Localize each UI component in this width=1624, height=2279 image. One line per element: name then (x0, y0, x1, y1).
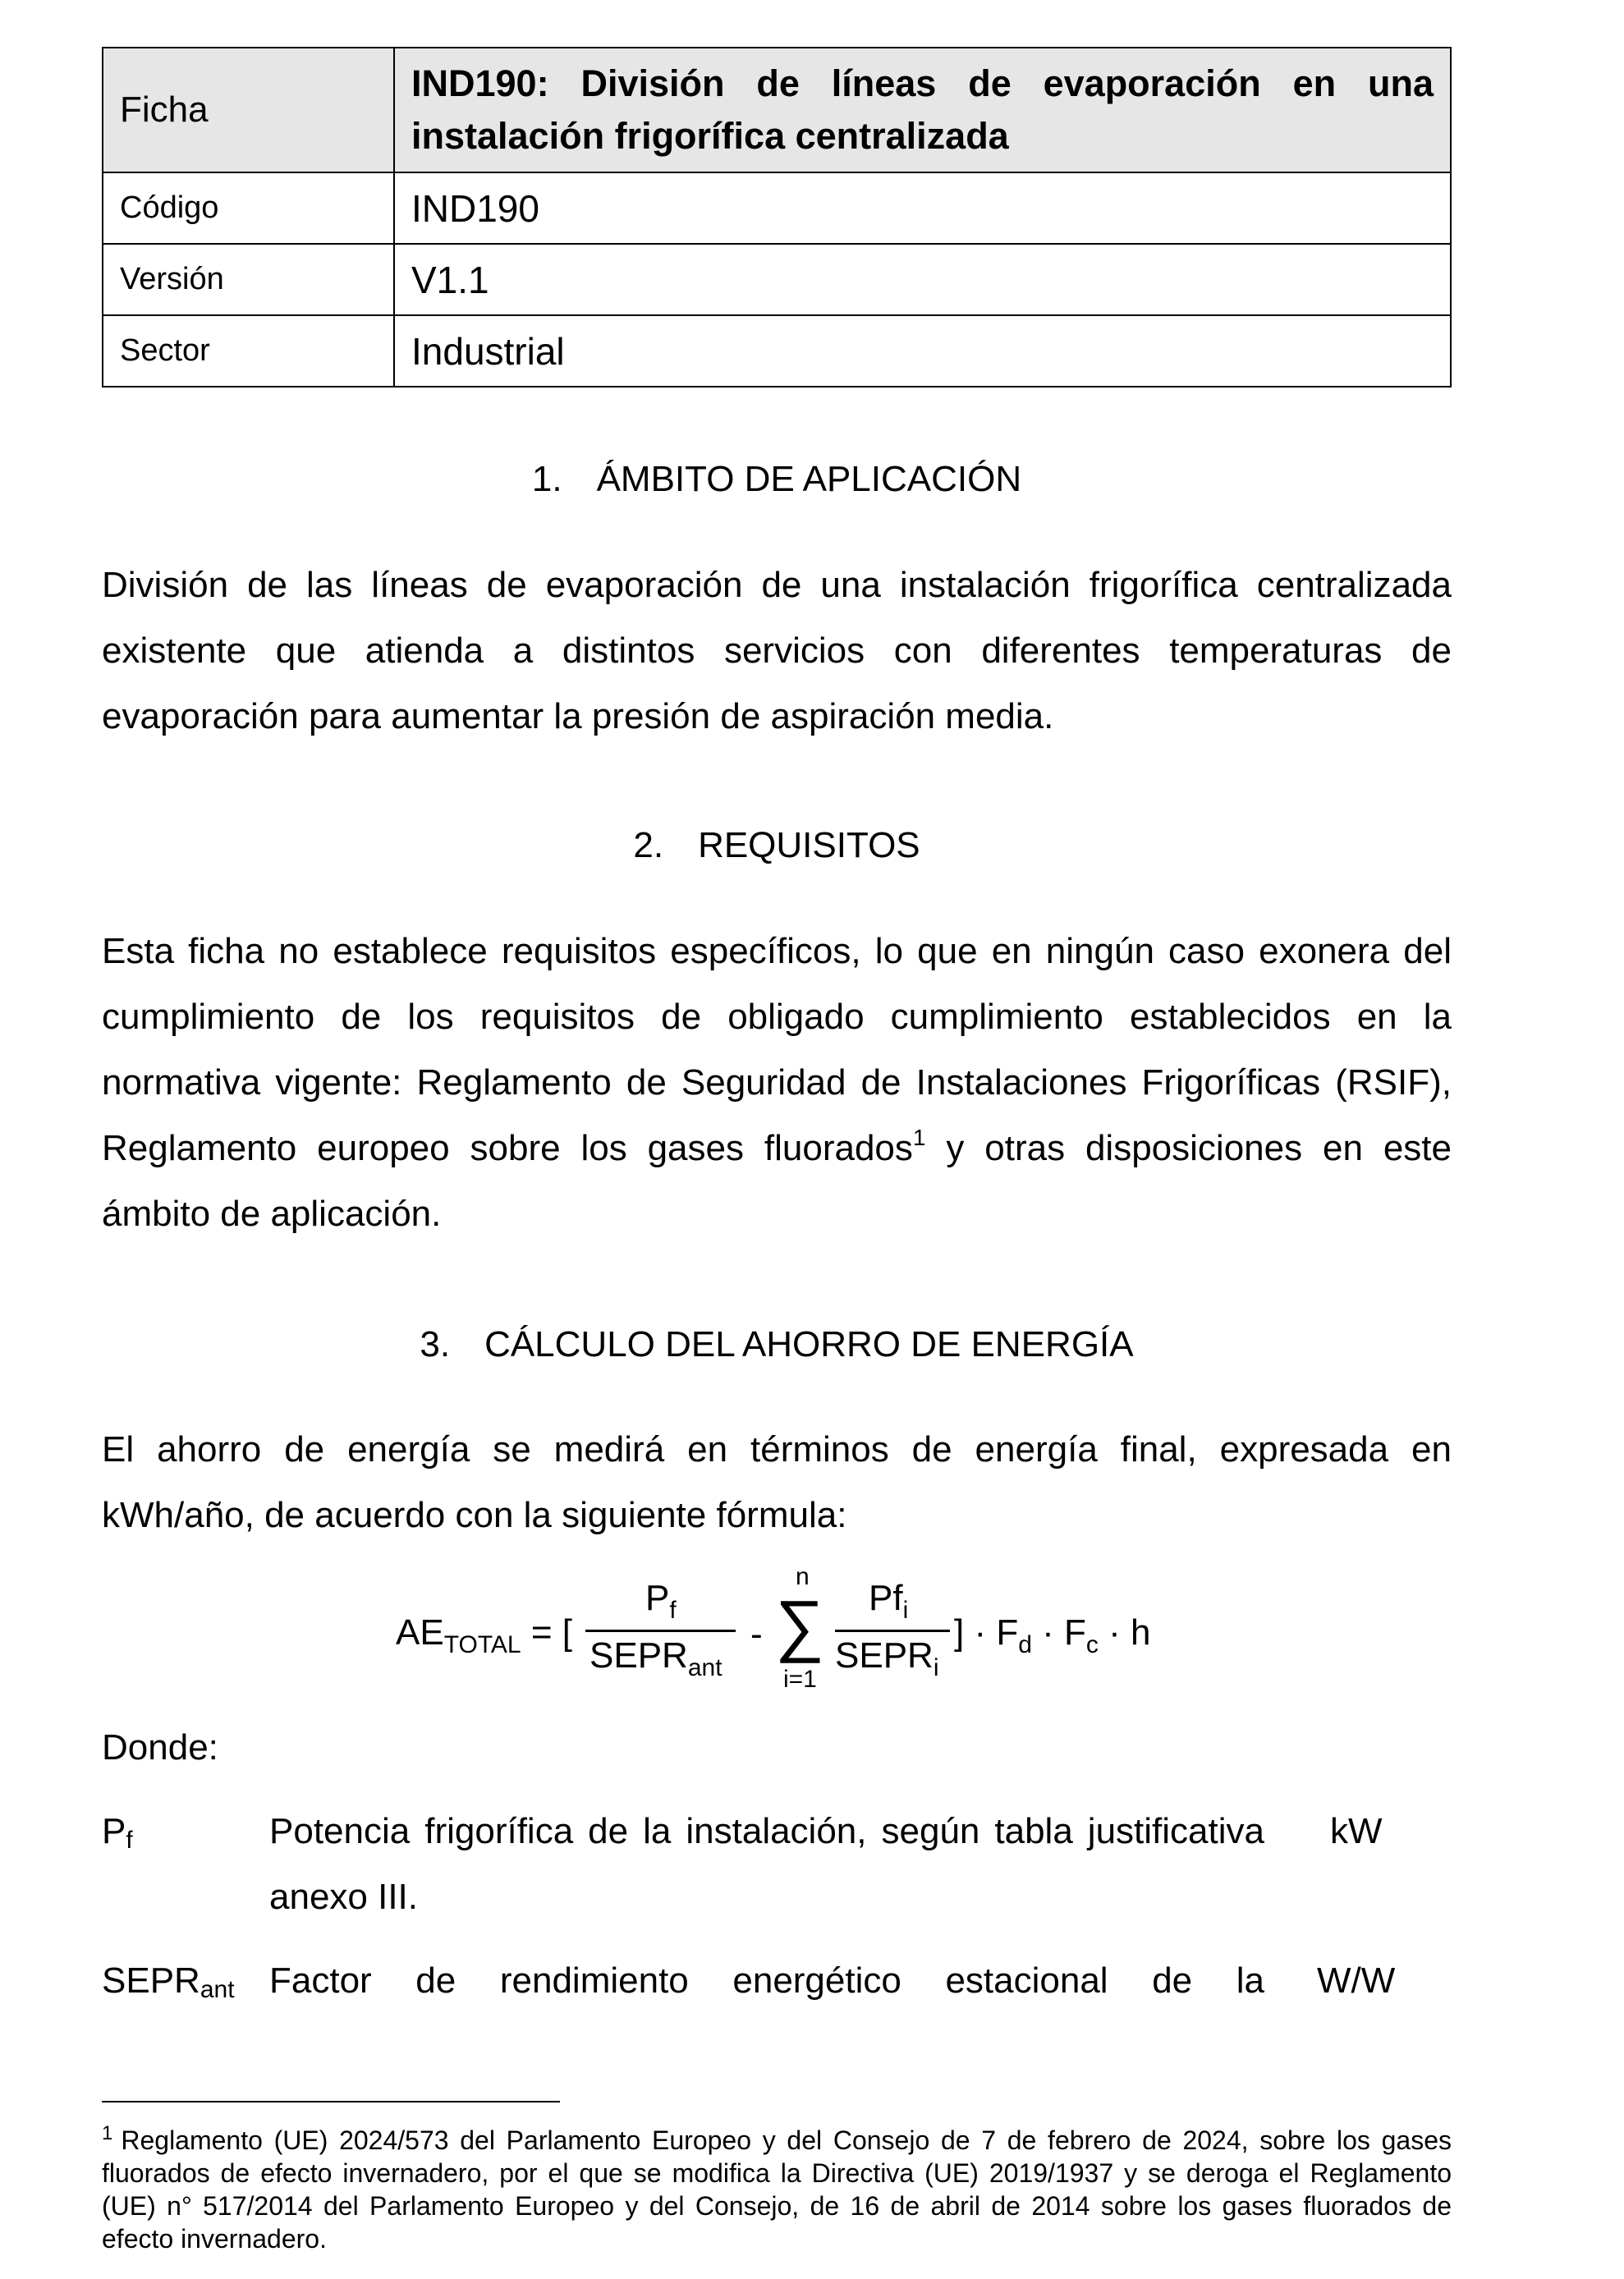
ficha-header-row (103, 48, 1451, 172)
definition-unit-pf: kW (1330, 1811, 1383, 1851)
section-1-paragraph: División de las líneas de evaporación de una instalación frigorífica centralizada existente que atienda a distintos servicios con diferentes temperaturas de evaporación para aumentar la presión de aspiración media. (102, 565, 1452, 736)
section-2-heading (102, 823, 1452, 869)
section-3-number: 3. (420, 1324, 451, 1364)
section-2-text-b: y otras disposiciones en este ámbito de aplicación. (102, 1128, 1452, 1234)
definition-text-sepr-ant: Factor de rendimiento energético estacional de la (269, 1960, 1264, 2001)
definition-text-pf: Potencia frigorífica de la instalación, según tabla justificativa anexo III. (269, 1811, 1264, 1917)
ficha-header-title: IND190: División de líneas de evaporación en una instalación frigorífica centralizada (394, 48, 1451, 172)
section-2-number: 2. (633, 825, 664, 865)
formula-denominator-2: $SEPR_i$ (835, 1635, 939, 1681)
formula-numerator-1: $P_f$ (645, 1578, 677, 1624)
formula-lhs: $AE_{TOTAL}$ = [ (396, 1612, 573, 1658)
formula-rhs: ] · $F_d \cdot F_c \cdot h$ (954, 1612, 1151, 1658)
section-1-title: ÁMBITO DE APLICACIÓN (596, 459, 1022, 499)
section-2-title: REQUISITOS (698, 825, 920, 865)
definition-symbol-sepr-ant: $SEPR_{ant}$ (102, 1960, 235, 2003)
footnote-reference[interactable]: 1 (912, 1125, 926, 1150)
ficha-row-value: Industrial (394, 315, 1451, 387)
section-2-paragraph (102, 919, 1452, 1247)
ficha-header-label: Ficha (103, 48, 394, 172)
ficha-row-codigo (103, 172, 1451, 244)
sum-lower-limit: i=1 (783, 1666, 817, 1693)
ficha-row-label: Sector (103, 315, 394, 387)
sum-symbol: ∑ (775, 1586, 824, 1663)
section-2-text-a: Esta ficha no establece requisitos específicos, lo que en ningún caso exonera del cumplimiento de los requisitos de obligado cumplimiento establecidos en la normativa vigente: Reglamento de Seguridad de Instalaciones Frigoríficas (RSIF), Reglamento europeo sobre los gases fluorados (102, 931, 1452, 1168)
ficha-row-label: Versión (103, 244, 394, 315)
footnote-number: 1 (102, 2122, 113, 2144)
section-3-title: CÁLCULO DEL AHORRO DE ENERGÍA (484, 1324, 1134, 1364)
ficha-row-value: V1.1 (394, 244, 1451, 315)
ficha-table (102, 47, 1452, 387)
formula-denominator-1: $SEPR_{ant}$ (590, 1635, 723, 1681)
footnote-separator (102, 2101, 560, 2102)
fraction-bar-2 (835, 1630, 950, 1632)
footnote (102, 2124, 1452, 2255)
section-1-number: 1. (531, 459, 562, 499)
definition-unit-sepr-ant: W/W (1317, 1960, 1396, 2001)
section-3-paragraph: El ahorro de energía se medirá en términos de energía final, expresada en kWh/año, de acuerdo con la siguiente fórmula: (102, 1429, 1452, 1535)
ficha-row-label: Código (103, 172, 394, 244)
ficha-row-version (103, 244, 1451, 315)
donde-label: Donde: (102, 1727, 218, 1768)
footnote-text: Reglamento (UE) 2024/573 del Parlamento Europeo y del Consejo de 7 de febrero de 2024, sobre los gases fluorados de efecto invernadero, por el que se modifica la Directiva (UE) 2019/1937 y se deroga el Reglamento (UE) n° 517/2014 del Parlamento Europeo y del Consejo, de 16 de abril de 2014 sobre los gases fluorados de efecto invernadero. (102, 2125, 1452, 2254)
ficha-row-sector (103, 315, 1451, 387)
definition-symbol-pf: $P_f$ (102, 1811, 133, 1854)
fraction-bar-1 (585, 1630, 736, 1632)
ficha-row-value: IND190 (394, 172, 1451, 244)
formula-minus: - (750, 1614, 763, 1654)
formula-numerator-2: $Pf_i$ (869, 1578, 909, 1624)
section-3-heading (102, 1322, 1452, 1368)
section-1-heading (102, 456, 1452, 502)
sum-upper-limit: n (796, 1563, 810, 1590)
